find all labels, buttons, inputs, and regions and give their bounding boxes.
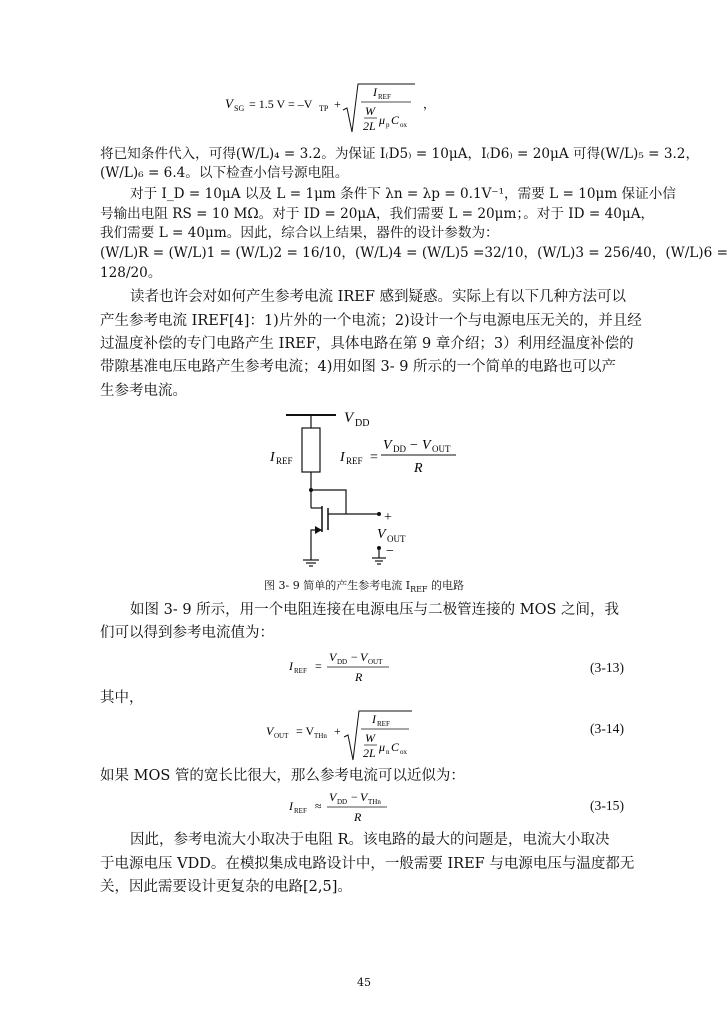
- equation-3-15: [285, 786, 415, 826]
- fig-eq-den: R: [414, 461, 423, 476]
- eq13-minus: −: [351, 650, 358, 664]
- equation-vsg: [215, 80, 455, 138]
- caption-text-a: 图 3- 9 简单的产生参考电流 I: [264, 579, 411, 592]
- fig-eq-num-a: V: [383, 438, 392, 453]
- eq13-lhs-sub: REF: [294, 667, 307, 675]
- eq-vsg-mid: = 1.5 V = –V: [249, 97, 313, 111]
- text-line-18: 于电源电压 VDD。在模拟集成电路设计中，一般需要 IREF 与电源电压与温度都无: [100, 856, 635, 872]
- fig-eq-num-b: V: [422, 438, 431, 453]
- text-line-17: 因此，参考电流大小取决于电阻 R。该电路的最大的问题是，电流大小取决: [130, 832, 610, 848]
- eq14-number: (3-14): [590, 721, 624, 736]
- eq14-num: I: [372, 712, 376, 726]
- eq-vsg-plus: +: [334, 97, 341, 111]
- eq13-den: R: [355, 670, 363, 684]
- eq15-number: (3-15): [590, 798, 624, 813]
- eq13-num-a-sub: DD: [337, 658, 348, 666]
- text-line-11: 带隙基准电压电路产生参考电流；4)用如图 3- 9 所示的一个简单的电路也可以产: [100, 359, 617, 375]
- eq14-mid-sub: THn: [314, 732, 327, 740]
- text-line-9: 产生参考电流 IREF[4]：1)片外的一个电流；2)设计一个与电源电压无关的，并且经: [100, 313, 642, 329]
- eq14-lhs: V: [266, 724, 274, 738]
- resistor: [302, 428, 320, 472]
- eq-vsg-mid-sub: TP: [319, 104, 329, 113]
- eq-vsg-num-sub: REF: [378, 93, 391, 101]
- eq-vsg-lhs-sub: SG: [234, 104, 245, 113]
- equation-3-13: [285, 646, 405, 688]
- vdd-label: V: [344, 410, 354, 426]
- eq14-den-mu: μ: [379, 740, 386, 754]
- eq15-num-b: V: [360, 790, 368, 804]
- eq14-den-c-sub: ox: [400, 748, 407, 756]
- eq14-plus: +: [334, 724, 341, 738]
- fig-eq-lhs-sub: REF: [346, 456, 363, 466]
- text-line-2: (W/L)₆ = 6.4。以下检查小信号源电阻。: [100, 165, 349, 181]
- eq13-num-b: V: [360, 650, 368, 664]
- vout-label: V: [377, 527, 386, 542]
- text-line-1: 将已知条件代入，可得(W/L)₄ = 3.2。为保证 I₍D5₎ = 10μA，I₍D6₎ = 20μA 可得(W/L)₅ = 3.2，: [100, 146, 700, 162]
- eq15-num-a: V: [329, 790, 337, 804]
- eq13-num-b-sub: OUT: [368, 658, 383, 666]
- eq-vsg-den-c: C: [391, 113, 400, 127]
- output-terminal: [377, 512, 381, 516]
- text-line-19: 关，因此需要设计更复杂的电路[2,5]。: [100, 879, 352, 895]
- iref-label-sub: REF: [276, 456, 293, 466]
- text-line-4: 号输出电阻 RS = 10 MΩ。对于 ID = 20μA，我们需要 L = 20μm；。对于 ID = 40μA，: [100, 206, 655, 222]
- text-line-12: 生参考电流。: [100, 383, 187, 399]
- text-line-14: 们可以得到参考电流值为：: [100, 625, 274, 641]
- fig-eq-num-a-sub: DD: [393, 444, 406, 454]
- vdd-label-sub: DD: [355, 418, 370, 429]
- text-line-13: 如图 3- 9 所示，用一个电阻连接在电源电压与二极管连接的 MOS 之间，我: [130, 602, 620, 618]
- eq14-lhs-sub: OUT: [274, 732, 289, 740]
- fig-eq-num-b-sub: OUT: [432, 444, 451, 454]
- eq-vsg-trail: ，: [423, 97, 436, 111]
- eq13-lhs: I: [289, 659, 293, 673]
- eq15-lhs-sub: REF: [294, 807, 307, 815]
- eq15-num-a-sub: DD: [337, 798, 348, 806]
- vout-label-sub: OUT: [387, 534, 406, 544]
- text-line-7: 128/20。: [100, 265, 162, 281]
- eq-vsg-den-mu-sub: p: [386, 121, 390, 129]
- eq13-num-a: V: [329, 650, 337, 664]
- text-line-16: 如果 MOS 管的宽长比很大，那么参考电流可以近似为：: [100, 768, 465, 784]
- vout-minus: −: [386, 544, 394, 559]
- vout-plus: +: [384, 510, 392, 525]
- eq14-eq: = V: [296, 724, 315, 738]
- page-number: 45: [357, 976, 371, 989]
- eq14-den-mu-sub: n: [386, 748, 390, 756]
- fig-eq-eq: =: [370, 450, 378, 465]
- eq15-lhs: I: [289, 799, 293, 813]
- figure-iref-circuit: [260, 402, 480, 572]
- text-line-5: 我们需要 L = 40μm。因此，综合以上结果，器件的设计参数为：: [100, 225, 499, 241]
- eq-vsg-den-c-sub: ox: [400, 121, 407, 129]
- eq-vsg-num: I: [373, 85, 377, 99]
- eq14-den-2l: 2L: [363, 746, 376, 760]
- fig-eq-minus: −: [410, 438, 418, 453]
- eq15-num-b-sub: THn: [368, 798, 381, 806]
- eq15-den: R: [354, 810, 362, 824]
- text-line-8: 读者也许会对如何产生参考电流 IREF 感到疑惑。实际上有以下几种方法可以: [130, 289, 627, 305]
- eq-vsg-den-2l: 2L: [363, 119, 376, 133]
- eq-vsg-den-w: W: [365, 104, 375, 118]
- caption-text-b: 的电路: [427, 579, 464, 592]
- eq13-eq: =: [315, 659, 322, 673]
- eq13-number: (3-13): [590, 660, 624, 675]
- figure-caption: [0, 577, 728, 594]
- fig-eq-lhs: I: [340, 450, 345, 465]
- equation-3-14: [262, 707, 422, 765]
- eq-vsg-den-mu: μ: [379, 113, 386, 127]
- text-line-10: 过温度补偿的专门电路产生 IREF，具体电路在第 9 章介绍；3）利用经温度补偿的: [100, 336, 634, 352]
- eq14-num-sub: REF: [377, 720, 390, 728]
- text-line-6: (W/L)R = (W/L)1 = (W/L)2 = 16/10，(W/L)4 = (W/L)5 =32/10，(W/L)3 = 256/40，(W/L)6 =: [100, 245, 728, 261]
- text-line-3: 对于 I_D = 10μA 以及 L = 1μm 条件下 λn = λp = 0.1V⁻¹，需要 L = 10μm 保证小信: [130, 186, 676, 202]
- iref-label: I: [270, 450, 275, 465]
- eq14-den-c: C: [391, 740, 400, 754]
- eq-vsg-lhs: V: [225, 96, 233, 111]
- mos-arrow: [315, 526, 322, 534]
- text-line-15: 其中，: [100, 690, 144, 706]
- eq14-den-w: W: [365, 731, 375, 745]
- eq15-approx: ≈: [315, 799, 322, 813]
- eq15-minus: −: [351, 790, 358, 804]
- caption-sub: REF: [410, 585, 428, 595]
